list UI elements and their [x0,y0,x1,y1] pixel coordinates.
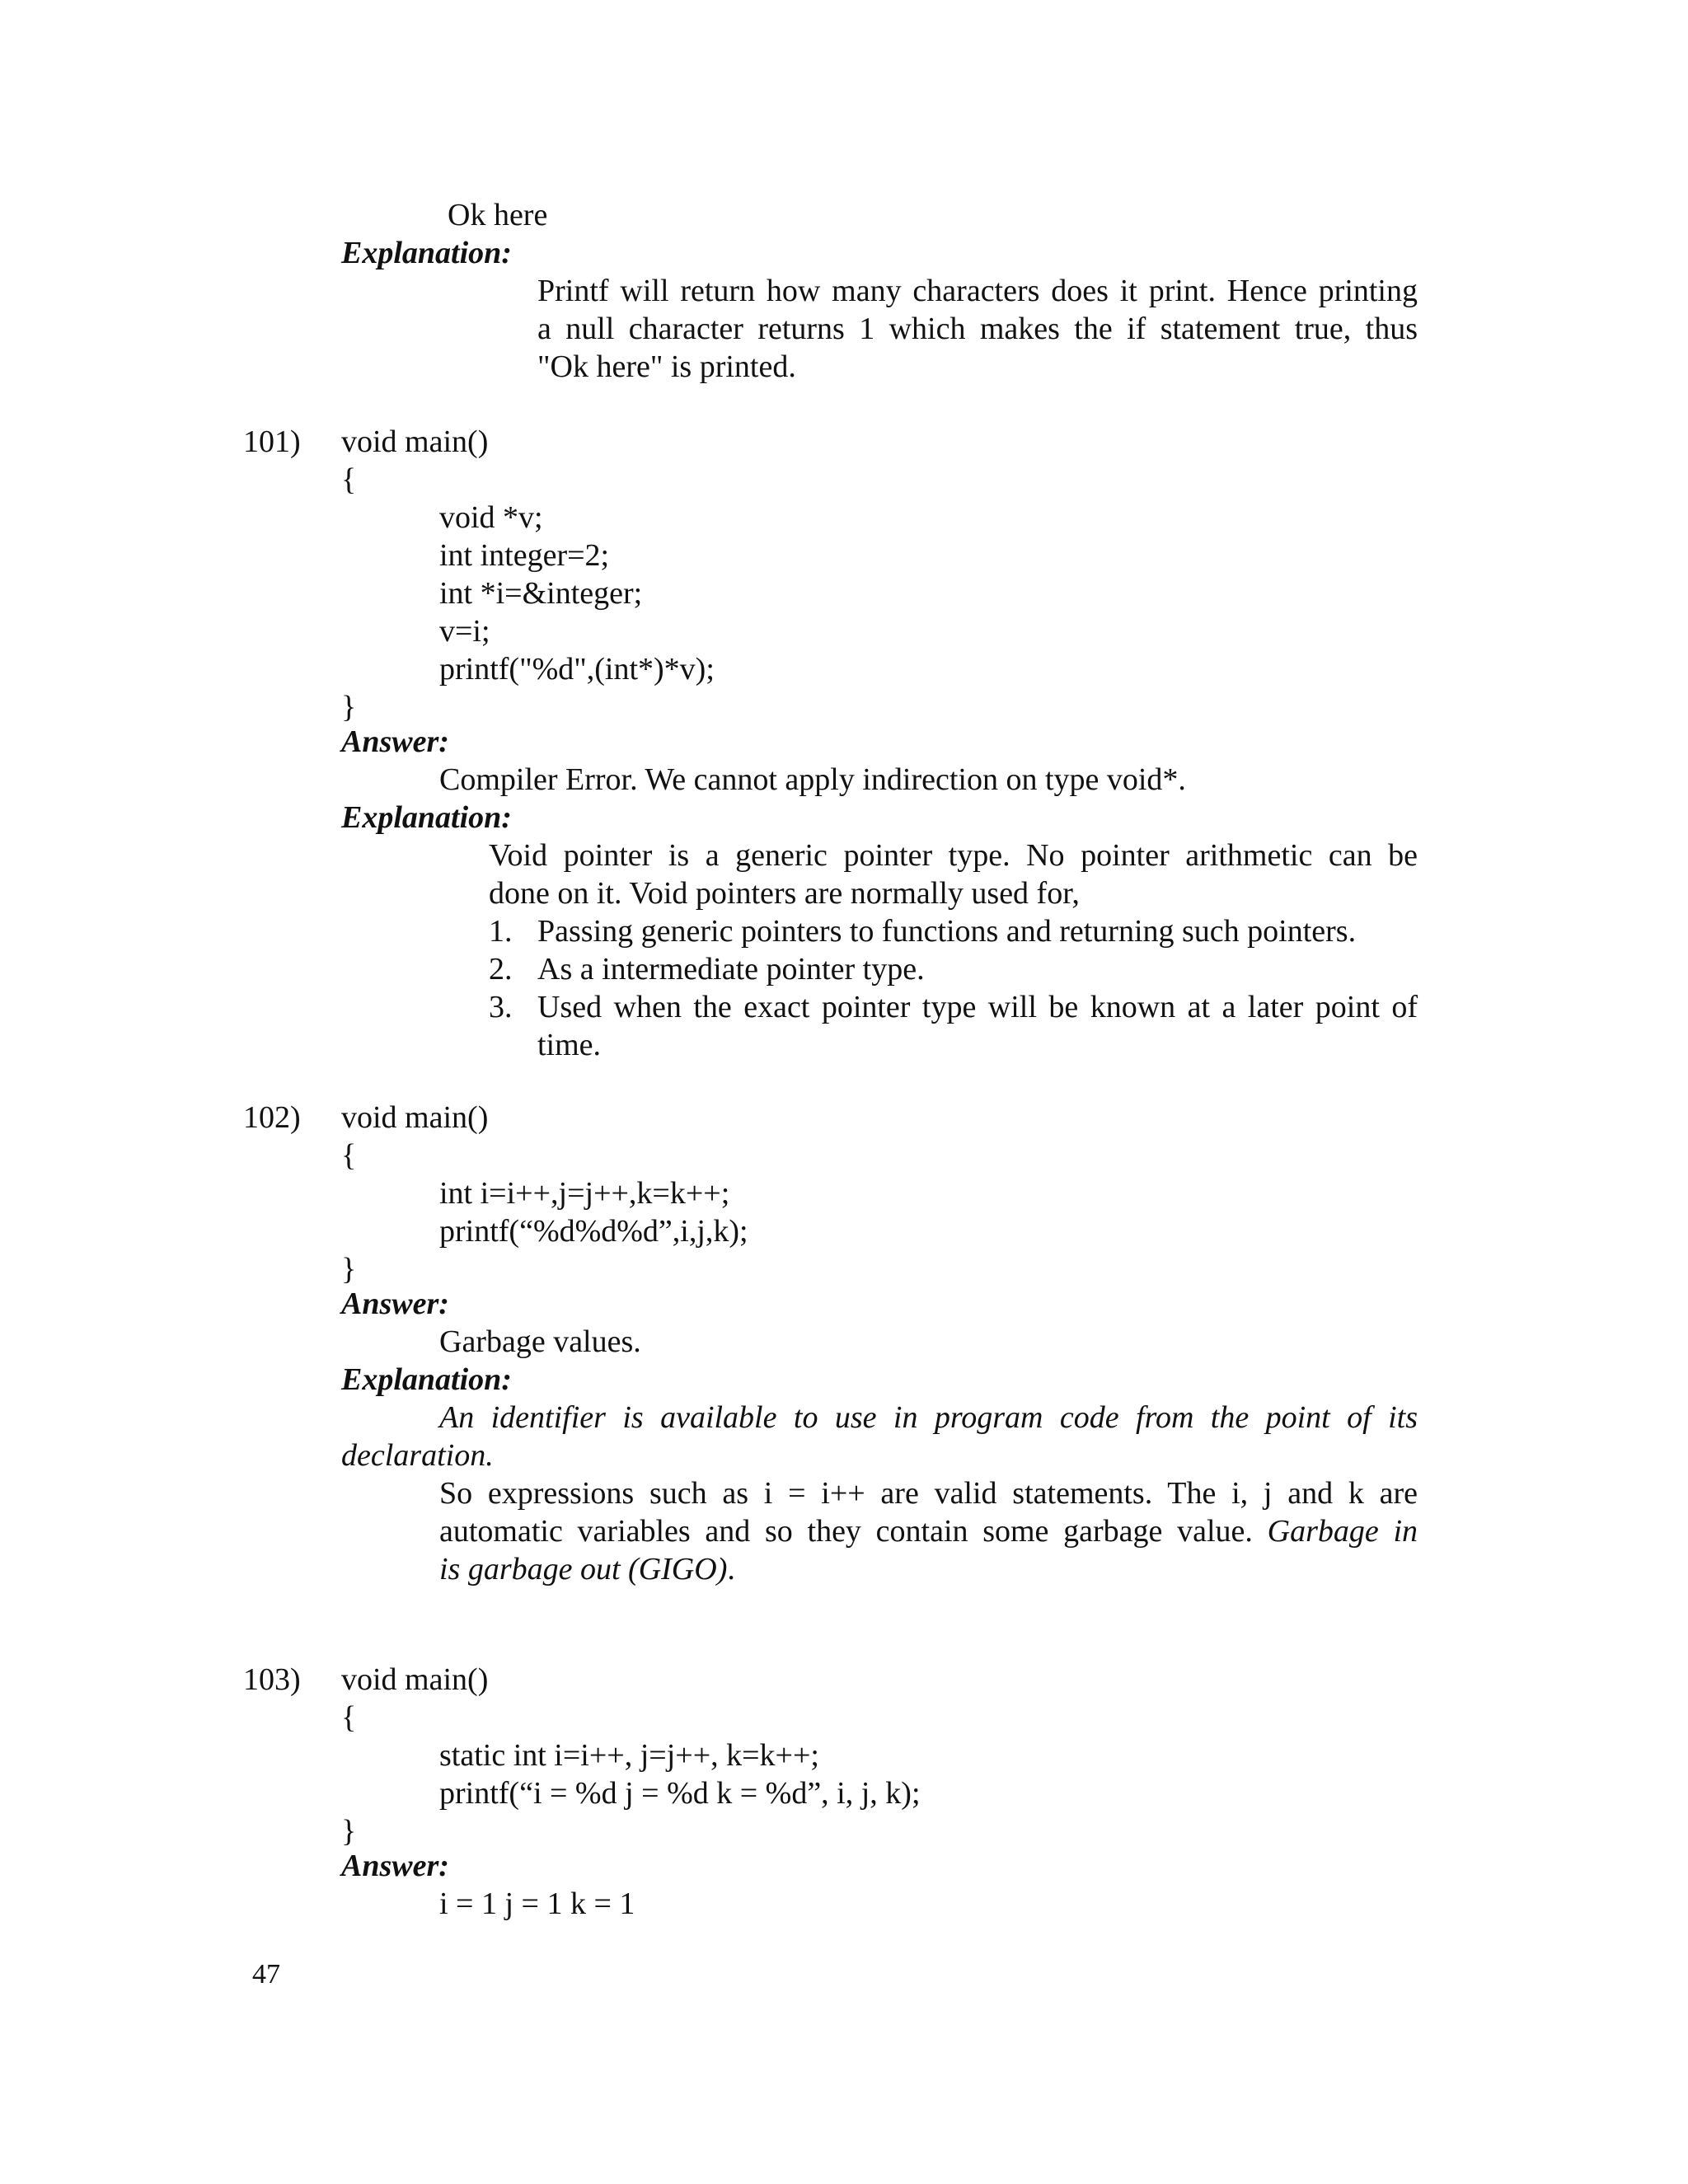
list-item: time. [537,1028,602,1062]
list-number: 2. [489,952,513,987]
answer-heading: Answer: [341,1849,449,1883]
question-number: 101) [243,424,301,459]
answer-heading: Answer: [341,1286,449,1321]
explanation-line: Void pointer is a generic pointer type. No pointer arithmetic can be [489,838,1418,873]
explanation-heading: Explanation: [341,236,512,270]
list-item: Used when the exact pointer type will be known at a later point of [537,990,1418,1024]
list-number: 1. [489,914,513,949]
code-line: printf("%d",(int*)*v); [439,652,715,687]
code-line: int integer=2; [439,538,610,573]
answer-text: Compiler Error. We cannot apply indirection on type void*. [439,762,1186,797]
code-line: int *i=&integer; [439,576,643,611]
code-line: static int i=i++, j=j++, k=k++; [439,1738,819,1773]
list-number: 3. [489,990,513,1024]
question-number: 103) [243,1662,301,1697]
explanation-line: automatic variables and so they contain some garbage value. Garbage in [439,1514,1418,1549]
code-line: } [341,690,357,724]
list-item: Passing generic pointers to functions and returning such pointers. [537,914,1357,949]
explanation-quote: An identifier is available to use in program code from the point of its [439,1400,1418,1435]
code-line: } [341,1814,357,1849]
answer-heading: Answer: [341,724,449,759]
code-line: } [341,1252,357,1286]
explanation-line: So expressions such as i = i++ are valid statements. The i, j and k are [439,1476,1418,1511]
code-line: printf(“i = %d j = %d k = %d”, i, j, k); [439,1776,921,1811]
explanation-line: "Ok here" is printed. [537,349,796,384]
code-line: { [341,1700,357,1735]
code-line: printf(“%d%d%d”,i,j,k); [439,1214,748,1249]
page-number: 47 [252,1959,280,1990]
code-line: void main() [341,1100,489,1135]
output-text: Ok here [448,198,548,232]
answer-text: Garbage values. [439,1324,641,1359]
code-line: v=i; [439,614,490,649]
explanation-line: done on it. Void pointers are normally used for, [489,876,1080,911]
explanation-heading: Explanation: [341,800,512,835]
list-item: As a intermediate pointer type. [537,952,925,987]
code-line: int i=i++,j=j++,k=k++; [439,1176,730,1211]
explanation-heading: Explanation: [341,1362,512,1397]
answer-text: i = 1 j = 1 k = 1 [439,1886,635,1921]
code-line: void main() [341,1662,489,1697]
explanation-line: a null character returns 1 which makes the if statement true, thus [537,312,1418,346]
question-number: 102) [243,1100,301,1135]
code-line: { [341,1138,357,1173]
explanation-line: Printf will return how many characters does it print. Hence printing [537,274,1418,308]
code-line: { [341,462,357,497]
code-line: void main() [341,424,489,459]
explanation-line: is garbage out (GIGO). [439,1552,735,1586]
explanation-quote: declaration. [341,1438,494,1473]
code-line: void *v; [439,500,543,535]
